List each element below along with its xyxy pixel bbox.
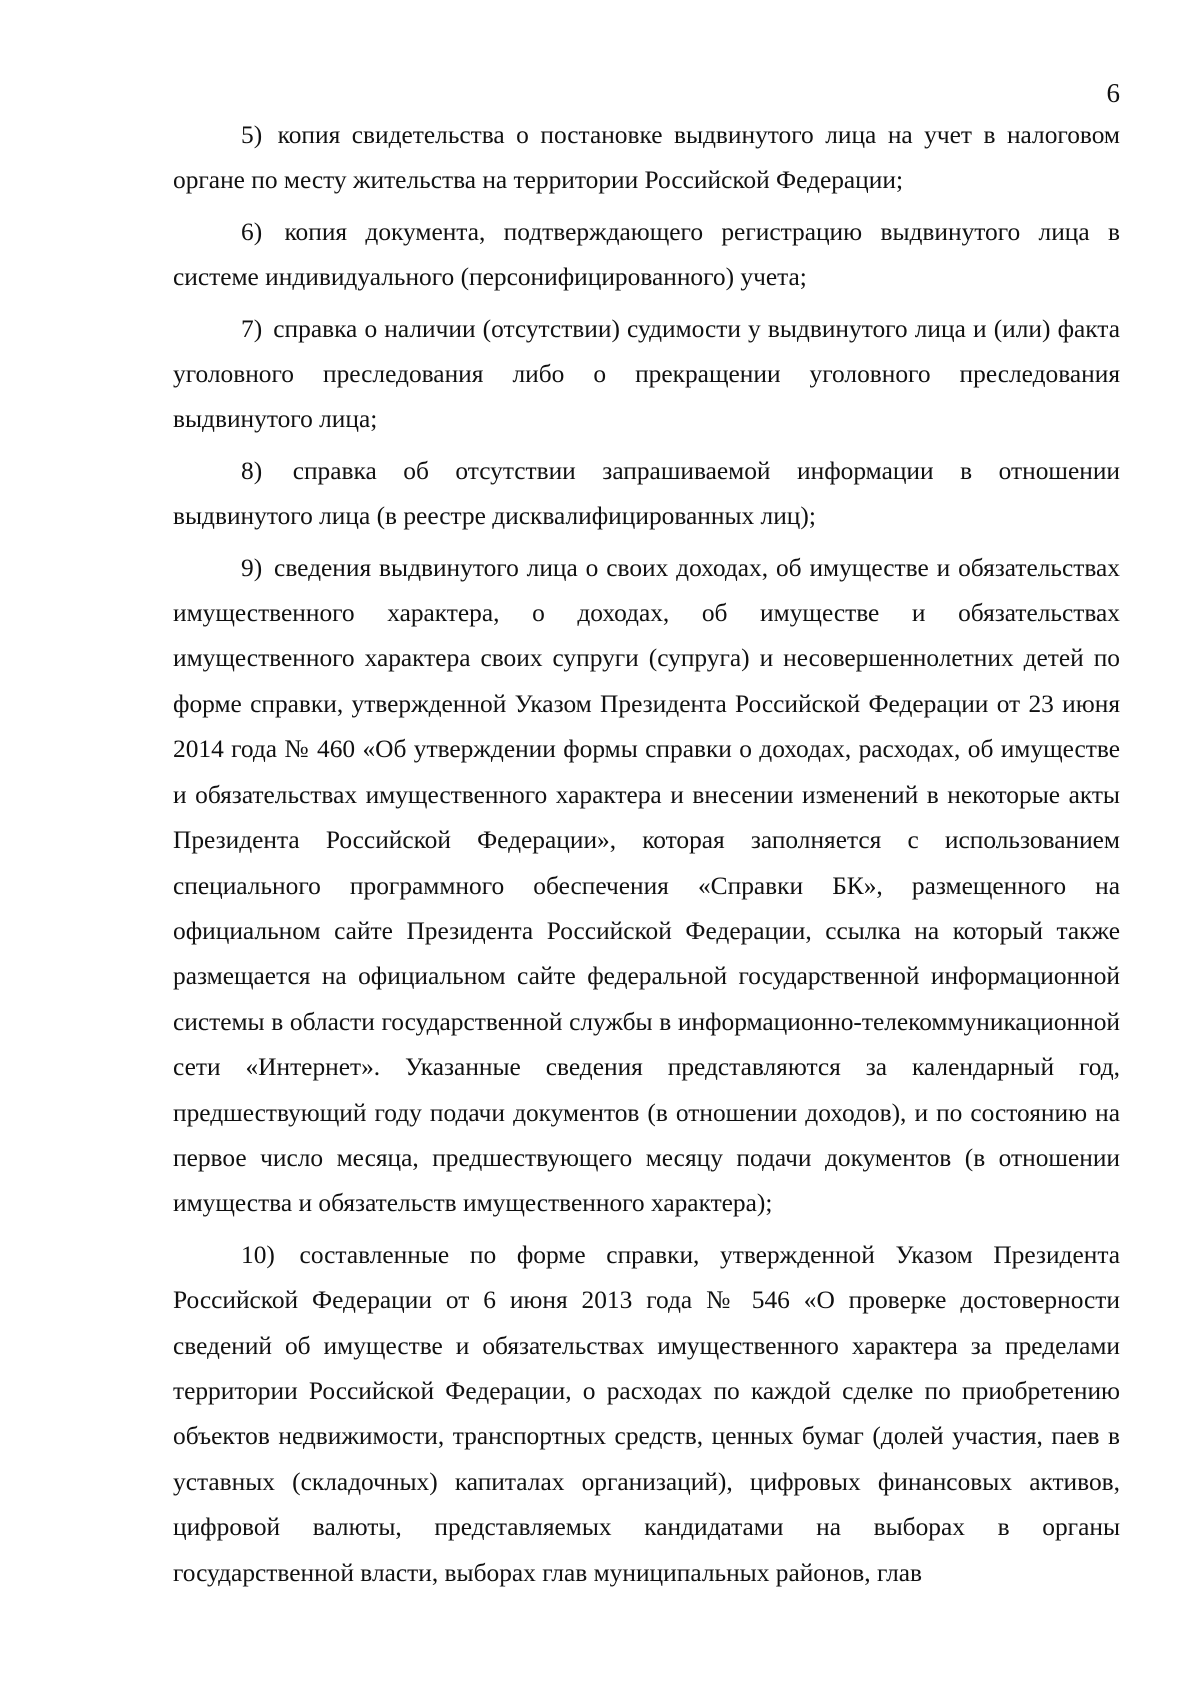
list-item-8: [173, 449, 1120, 540]
list-item-7: [173, 307, 1120, 443]
item-number: 10): [241, 1240, 275, 1269]
item-text: копия свидетельства о постановке выдвинутого лица на учет в налоговом органе по месту жительства на территории Российской Федерации;: [173, 121, 1120, 195]
item-text: сведения выдвинутого лица о своих доходах, об имуществе и обязательствах имущественного характера, о доходах, об имуществе и обязательствах имущественного характера своих супруги (супруга) и несовершеннолетних детей по форме справки, утвержденной Указом Президента Российской Федерации от 23 июня 2014 года № 460 «Об утверждении формы справки о доходах, расходах, об имуществе и обязательствах имущественного характера и внесении изменений в некоторые акты Президента Российской Федерации», которая заполняется с использованием специального программного обеспечения «Справки БК», размещенного на официальном сайте Президента Российской Федерации, ссылка на который также размещается на официальном сайте федеральной государственной информационной системы в области государственной службы в информационно-телекоммуникационной сети «Интернет». Указанные сведения представляются за календарный год, предшествующий году подачи документов (в отношении доходов), и по состоянию на первое число месяца, предшествующего месяцу подачи документов (в отношении имущества и обязательств имущественного характера);: [173, 553, 1120, 1218]
item-number: 5): [241, 121, 263, 149]
item-number: 8): [241, 456, 263, 485]
item-number: 7): [241, 314, 263, 343]
item-text: справка об отсутствии запрашиваемой информации в отношении выдвинутого лица (в реестре дисквалифицированных лиц);: [173, 456, 1120, 531]
document-body: [173, 113, 1120, 1596]
item-number: 9): [241, 553, 263, 582]
item-text: копия документа, подтверждающего регистрацию выдвинутого лица в системе индивидуального (персонифицированного) учета;: [173, 217, 1120, 292]
item-text: справка о наличии (отсутствии) судимости у выдвинутого лица и (или) факта уголовного преследования либо о прекращении уголовного преследования выдвинутого лица;: [173, 314, 1120, 434]
list-item-5: [173, 113, 1120, 204]
list-item-10: [173, 1233, 1120, 1596]
list-item-9: [173, 546, 1120, 1227]
item-text: составленные по форме справки, утвержденной Указом Президента Российской Федерации от 6 июня 2013 года № 546 «О проверке достоверности сведений об имуществе и обязательствах имущественного характера за пределами территории Российской Федерации, о расходах по каждой сделке по приобретению объектов недвижимости, транспортных средств, ценных бумаг (долей участия, паев в уставных (складочных) капиталах организаций), цифровых финансовых активов, цифровой валюты, представляемых кандидатами на выборах в органы государственной власти, выборах глав муниципальных районов, глав: [173, 1240, 1120, 1587]
page-number: 6: [1106, 78, 1120, 108]
list-item-6: [173, 210, 1120, 301]
item-number: 6): [241, 217, 263, 246]
